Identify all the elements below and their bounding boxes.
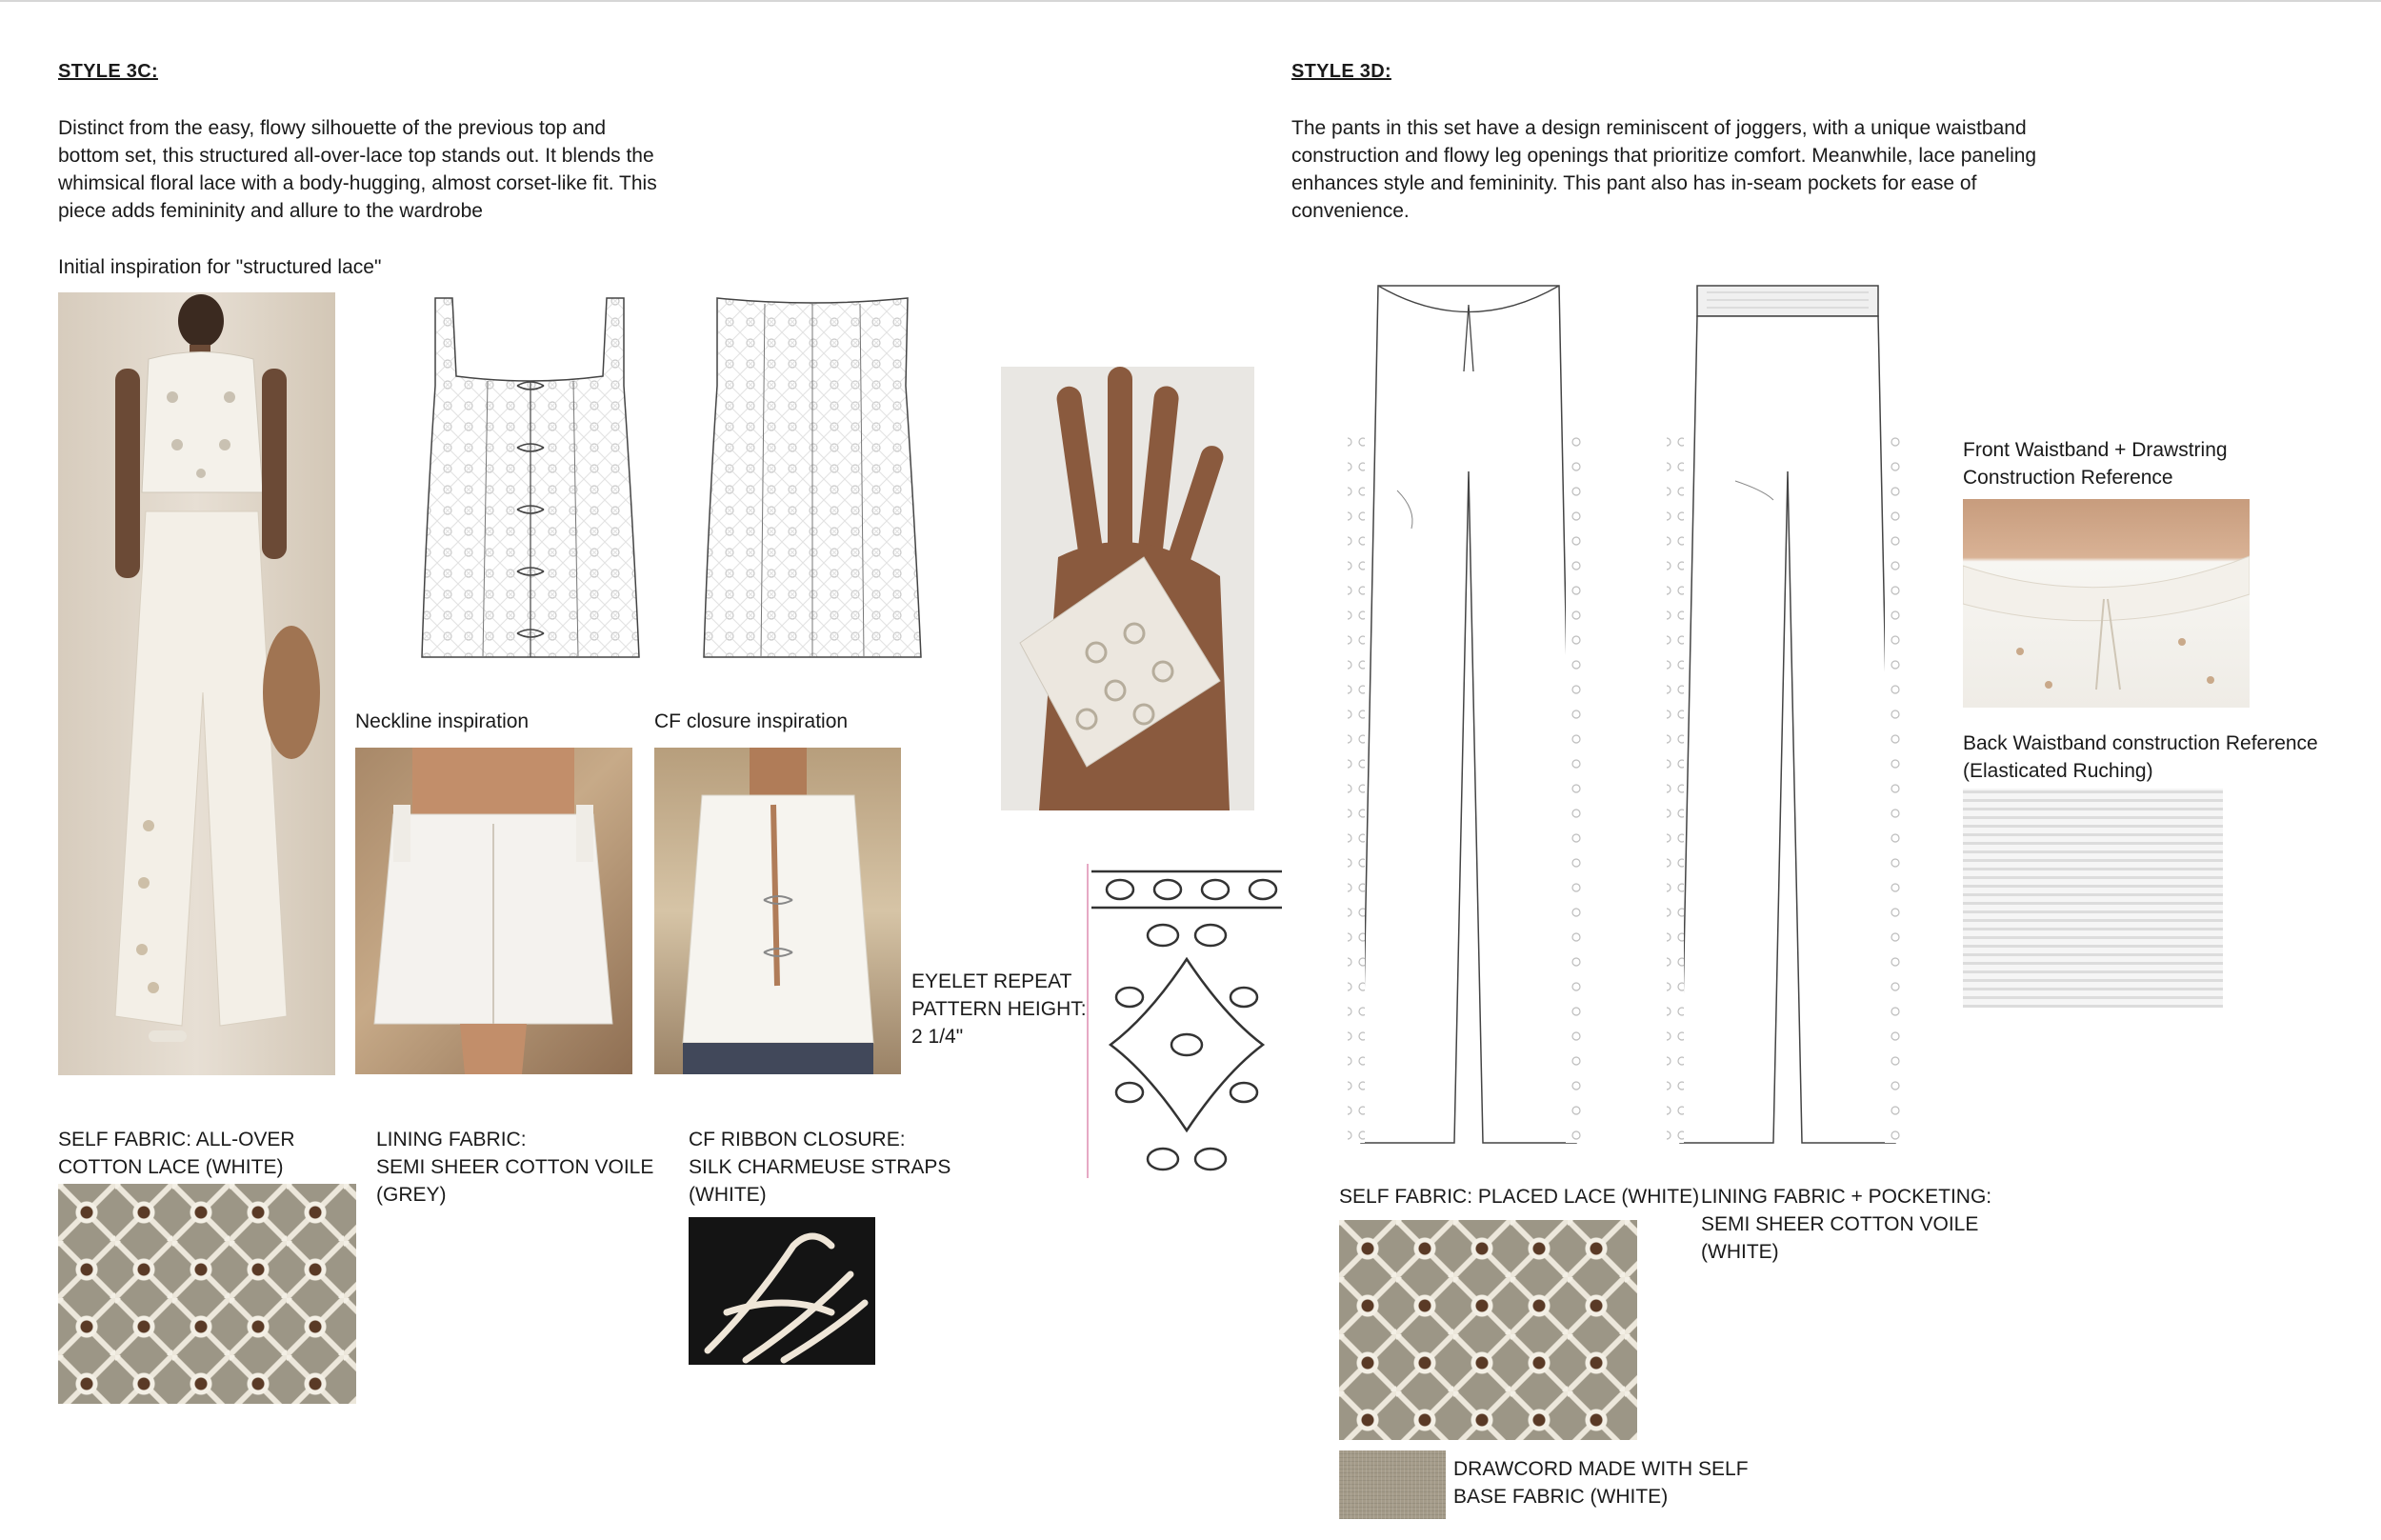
style-3c-heading: STYLE 3C: [58, 61, 158, 82]
model-illustration [58, 292, 335, 1075]
style-3d-heading: STYLE 3D: [1291, 61, 1391, 82]
drawcord-fabric-swatch [1339, 1450, 1446, 1519]
ribbon-swatch [689, 1217, 875, 1365]
closure-label: CF closure inspiration [654, 710, 849, 732]
self-fabric-label-3d: SELF FABRIC: PLACED LACE (WHITE) [1339, 1186, 1700, 1208]
self-fabric-lace-swatch-3c [58, 1184, 356, 1404]
eyelet-repeat-pattern [1091, 864, 1282, 1178]
self-fabric-lace-swatch-3d [1339, 1220, 1637, 1440]
back-waistband-ref-label: Back Waistband construction Reference (Elasticated Ruching) [1963, 732, 2318, 782]
top-front-flat-sketch [416, 290, 645, 671]
inspiration-label: Initial inspiration for "structured lace" [58, 256, 382, 278]
inspiration-photo [58, 292, 335, 1075]
drawcord-label: DRAWCORD MADE WITH SELF BASE FABRIC (WHITE) [1453, 1458, 1749, 1508]
lining-voile-swatch-3d [1701, 1270, 1975, 1363]
self-fabric-label-3c: SELF FABRIC: ALL-OVER COTTON LACE (WHITE) [58, 1129, 295, 1178]
lining-fabric-label-3c: LINING FABRIC: SEMI SHEER COTTON VOILE (GREY) [376, 1129, 654, 1206]
lining-voile-swatch-3c [376, 1216, 650, 1309]
ribbon-closure-label: CF RIBBON CLOSURE: SILK CHARMEUSE STRAPS (WHITE) [689, 1129, 951, 1206]
front-waistband-ref-photo [1963, 499, 2250, 708]
top-back-flat-sketch [698, 290, 927, 671]
front-waistband-ref-label: Front Waistband + Drawstring Construction Reference [1963, 439, 2228, 489]
back-waistband-ref-photo [1963, 789, 2223, 1008]
neckline-label: Neckline inspiration [355, 710, 530, 732]
pant-back-flat-sketch [1659, 281, 1916, 1157]
closure-inspiration-photo [654, 748, 901, 1074]
lining-fabric-label-3d: LINING FABRIC + POCKETING: SEMI SHEER COTTON VOILE (WHITE) [1701, 1186, 1992, 1263]
top-divider [0, 0, 2381, 2]
pattern-height-rule [1087, 864, 1089, 1178]
eyelet-repeat-label: EYELET REPEAT PATTERN HEIGHT: 2 1/4" [911, 970, 1087, 1048]
style-3d-description: The pants in this set have a design reminiscent of joggers, with a unique waistband construction and flowy leg openings that prioritize comfort. Meanwhile, lace paneling enhances style and femininity. This pant also has in-seam pockets for ease of convenience. [1291, 117, 2037, 222]
hand-lace-swatch-photo [1001, 367, 1254, 810]
neckline-inspiration-photo [355, 748, 632, 1074]
pant-front-flat-sketch [1340, 281, 1597, 1157]
style-3c-description: Distinct from the easy, flowy silhouette of the previous top and bottom set, this structured all-over-lace top stands out. It blends the whimsical floral lace with a body-hugging, almost corset-like fit. This piece adds femininity and allure to the wardrobe [58, 117, 657, 222]
